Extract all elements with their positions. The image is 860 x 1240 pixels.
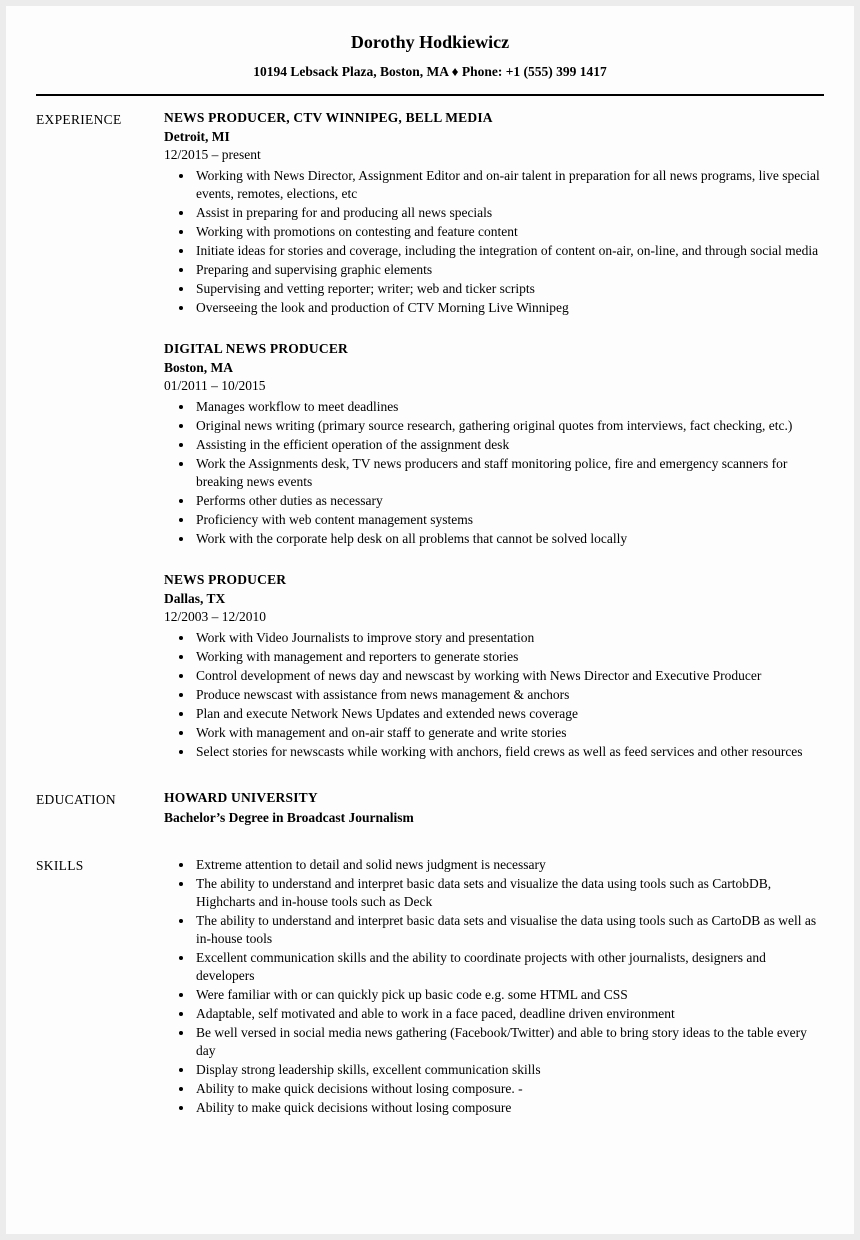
job-title: DIGITAL NEWS PRODUCER bbox=[164, 341, 348, 356]
skills-label: SKILLS bbox=[36, 858, 84, 873]
skill-bullet: • Be well versed in social media news gathering (Facebook/Twitter) and able to bring story ideas to the table every day bbox=[194, 1024, 824, 1060]
job-bullet: • Original news writing (primary source research, gathering original quotes from interviews, fact checking, etc.) bbox=[194, 417, 824, 435]
job-bullet: • Working with News Director, Assignment Editor and on-air talent in preparation for all news programs, live special events, remotes, elections, etc bbox=[194, 167, 824, 203]
experience-body bbox=[164, 110, 824, 762]
skill-bullet: • Ability to make quick decisions without losing composure bbox=[194, 1099, 824, 1117]
job-bullet-list bbox=[164, 629, 824, 761]
job-bullet: • Select stories for newscasts while working with anchors, field crews as well as feed services and other resources bbox=[194, 743, 824, 761]
job-bullet: • Working with management and reporters to generate stories bbox=[194, 648, 824, 666]
skill-bullet: • Excellent communication skills and the ability to coordinate projects with other journalists, designers and developers bbox=[194, 949, 824, 985]
education-section bbox=[36, 790, 824, 826]
job-location: Detroit, MI bbox=[164, 129, 230, 144]
job-location: Dallas, TX bbox=[164, 591, 226, 606]
job-bullet: • Work with management and on-air staff to generate and write stories bbox=[194, 724, 824, 742]
header-divider bbox=[36, 94, 824, 96]
job-bullet: • Assist in preparing for and producing all news specials bbox=[194, 204, 824, 222]
candidate-name: Dorothy Hodkiewicz bbox=[350, 32, 510, 52]
job-dates: 01/2011 – 10/2015 bbox=[164, 378, 266, 393]
skills-body bbox=[164, 856, 824, 1118]
job-dates: 12/2015 – present bbox=[164, 147, 261, 162]
education-label: EDUCATION bbox=[36, 792, 116, 807]
job-bullet: • Initiate ideas for stories and coverage, including the integration of content on-air, on-line, and through social media bbox=[194, 242, 824, 260]
experience-section bbox=[36, 110, 824, 762]
job-bullet-list bbox=[164, 167, 824, 317]
job-title: NEWS PRODUCER bbox=[164, 572, 287, 587]
skill-bullet: • Were familiar with or can quickly pick up basic code e.g. some HTML and CSS bbox=[194, 986, 824, 1004]
education-body bbox=[164, 790, 824, 826]
experience-label: EXPERIENCE bbox=[36, 112, 122, 127]
skill-bullet: • Display strong leadership skills, excellent communication skills bbox=[194, 1061, 824, 1079]
skill-bullet: • The ability to understand and interpret basic data sets and visualise the data using tools such as CartoDB as well as in-house tools bbox=[194, 912, 824, 948]
education-degree: Bachelor’s Degree in Broadcast Journalism bbox=[164, 810, 414, 825]
job-bullet-list bbox=[164, 398, 824, 548]
job-bullet: • Produce newscast with assistance from news management & anchors bbox=[194, 686, 824, 704]
job-bullet: • Overseeing the look and production of CTV Morning Live Winnipeg bbox=[194, 299, 824, 317]
job-entry bbox=[164, 341, 824, 548]
job-bullet: • Control development of news day and newscast by working with News Director and Executive Producer bbox=[194, 667, 824, 685]
job-bullet: • Work with Video Journalists to improve story and presentation bbox=[194, 629, 824, 647]
job-bullet: • Manages workflow to meet deadlines bbox=[194, 398, 824, 416]
job-bullet: • Plan and execute Network News Updates and extended news coverage bbox=[194, 705, 824, 723]
skill-bullet: • Ability to make quick decisions without losing composure. - bbox=[194, 1080, 824, 1098]
job-bullet: • Work with the corporate help desk on all problems that cannot be solved locally bbox=[194, 530, 824, 548]
job-bullet: • Assisting in the efficient operation of the assignment desk bbox=[194, 436, 824, 454]
job-dates: 12/2003 – 12/2010 bbox=[164, 609, 267, 624]
job-entry bbox=[164, 572, 824, 761]
contact-line: 10194 Lebsack Plaza, Boston, MA ♦ Phone: +1 (555) 399 1417 bbox=[253, 64, 607, 79]
job-location: Boston, MA bbox=[164, 360, 234, 375]
resume-header bbox=[36, 32, 824, 80]
job-bullet: • Proficiency with web content management systems bbox=[194, 511, 824, 529]
job-bullet: • Performs other duties as necessary bbox=[194, 492, 824, 510]
job-entry bbox=[164, 110, 824, 317]
skills-bullet-list bbox=[164, 856, 824, 1117]
job-bullet: • Supervising and vetting reporter; writer; web and ticker scripts bbox=[194, 280, 824, 298]
skill-bullet: • Adaptable, self motivated and able to work in a face paced, deadline driven environment bbox=[194, 1005, 824, 1023]
skills-section bbox=[36, 856, 824, 1118]
education-school: HOWARD UNIVERSITY bbox=[164, 790, 318, 805]
resume-content bbox=[6, 6, 854, 1118]
job-bullet: • Preparing and supervising graphic elements bbox=[194, 261, 824, 279]
skill-bullet: • The ability to understand and interpret basic data sets and visualize the data using tools such as CartobDB, Highcharts and in-house tools such as Deck bbox=[194, 875, 824, 911]
job-bullet: • Work the Assignments desk, TV news producers and staff monitoring police, fire and emergency scanners for breaking news events bbox=[194, 455, 824, 491]
skill-bullet: • Extreme attention to detail and solid news judgment is necessary bbox=[194, 856, 824, 874]
job-title: NEWS PRODUCER, CTV WINNIPEG, BELL MEDIA bbox=[164, 110, 493, 125]
job-bullet: • Working with promotions on contesting and feature content bbox=[194, 223, 824, 241]
